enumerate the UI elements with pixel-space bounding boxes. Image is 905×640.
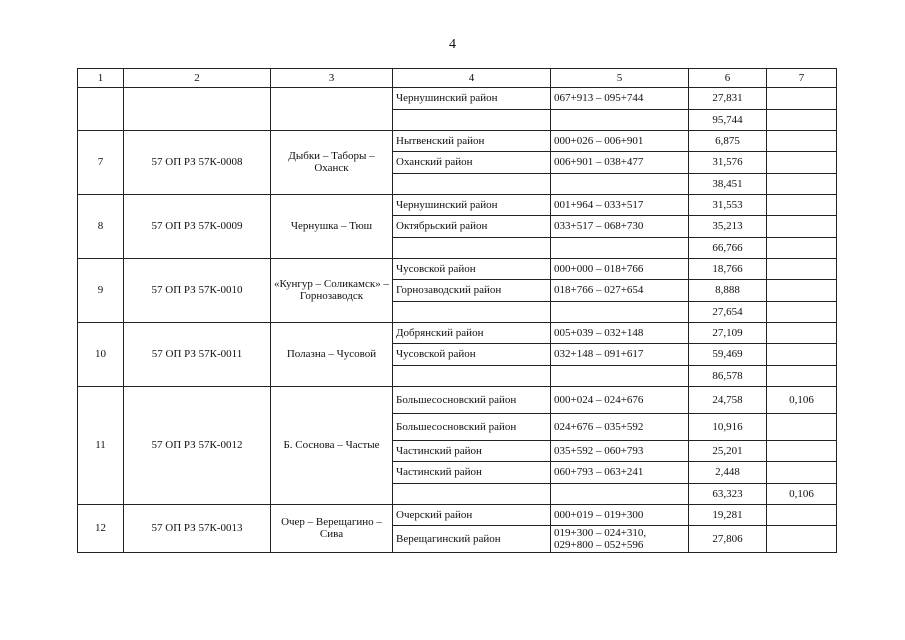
km-range-cell: 032+148 – 091+617 bbox=[551, 344, 689, 366]
road-name: Дыбки – Таборы – Оханск bbox=[271, 130, 393, 194]
km-range-cell: 005+039 – 032+148 bbox=[551, 322, 689, 344]
column-header: 4 bbox=[393, 69, 551, 88]
km-range-cell: 024+676 – 035+592 bbox=[551, 413, 689, 440]
km-range-cell bbox=[551, 301, 689, 322]
road-number: 8 bbox=[78, 194, 124, 258]
extra-cell bbox=[767, 280, 837, 302]
table-row bbox=[78, 130, 837, 152]
total-extra-cell bbox=[767, 237, 837, 258]
road-name: Полазна – Чусовой bbox=[271, 322, 393, 386]
district-cell bbox=[393, 301, 551, 322]
total-extra-cell bbox=[767, 109, 837, 130]
district-cell: Верещагинский район bbox=[393, 526, 551, 553]
km-range-cell: 035+592 – 060+793 bbox=[551, 440, 689, 462]
length-cell: 27,806 bbox=[689, 526, 767, 553]
km-range-cell: 001+964 – 033+517 bbox=[551, 194, 689, 216]
district-cell: Чернушинский район bbox=[393, 194, 551, 216]
km-range-cell bbox=[551, 173, 689, 194]
length-cell: 6,875 bbox=[689, 130, 767, 152]
road-code: 57 ОП РЗ 57К-0010 bbox=[124, 258, 271, 322]
km-range-cell bbox=[551, 237, 689, 258]
total-extra-cell bbox=[767, 301, 837, 322]
table-row bbox=[78, 322, 837, 344]
total-length-cell: 63,323 bbox=[689, 483, 767, 504]
km-range-cell: 018+766 – 027+654 bbox=[551, 280, 689, 302]
district-cell: Оханский район bbox=[393, 152, 551, 174]
length-cell: 31,553 bbox=[689, 194, 767, 216]
road-number: 11 bbox=[78, 386, 124, 504]
road-number: 10 bbox=[78, 322, 124, 386]
column-header: 7 bbox=[767, 69, 837, 88]
district-cell bbox=[393, 109, 551, 130]
extra-cell bbox=[767, 413, 837, 440]
length-cell: 24,758 bbox=[689, 386, 767, 413]
header-row bbox=[78, 69, 837, 88]
district-cell: Большесосновский район bbox=[393, 386, 551, 413]
extra-cell bbox=[767, 88, 837, 110]
km-range-cell: 060+793 – 063+241 bbox=[551, 462, 689, 484]
road-name: Очер – Верещагино – Сива bbox=[271, 504, 393, 553]
extra-cell bbox=[767, 322, 837, 344]
road-number: 9 bbox=[78, 258, 124, 322]
extra-cell bbox=[767, 216, 837, 238]
road-number: 7 bbox=[78, 130, 124, 194]
km-range-cell: 000+000 – 018+766 bbox=[551, 258, 689, 280]
road-name: Б. Соснова – Частые bbox=[271, 386, 393, 504]
road-name bbox=[271, 88, 393, 131]
total-length-cell: 95,744 bbox=[689, 109, 767, 130]
column-header: 3 bbox=[271, 69, 393, 88]
table-row bbox=[78, 386, 837, 413]
total-length-cell: 86,578 bbox=[689, 365, 767, 386]
length-cell: 10,916 bbox=[689, 413, 767, 440]
road-name: «Кунгур – Соликамск» – Горнозаводск bbox=[271, 258, 393, 322]
total-length-cell: 38,451 bbox=[689, 173, 767, 194]
road-code bbox=[124, 88, 271, 131]
extra-cell bbox=[767, 462, 837, 484]
km-range-cell: 019+300 – 024+310, 029+800 – 052+596 bbox=[551, 526, 689, 553]
district-cell: Очерский район bbox=[393, 504, 551, 526]
district-cell bbox=[393, 237, 551, 258]
length-cell: 18,766 bbox=[689, 258, 767, 280]
km-range-cell: 000+024 – 024+676 bbox=[551, 386, 689, 413]
km-range-cell: 033+517 – 068+730 bbox=[551, 216, 689, 238]
district-cell: Частинский район bbox=[393, 440, 551, 462]
length-cell: 59,469 bbox=[689, 344, 767, 366]
column-header: 5 bbox=[551, 69, 689, 88]
district-cell bbox=[393, 173, 551, 194]
district-cell bbox=[393, 483, 551, 504]
km-range-cell: 067+913 – 095+744 bbox=[551, 88, 689, 110]
district-cell: Горнозаводский район bbox=[393, 280, 551, 302]
table-row bbox=[78, 88, 837, 110]
roads-table-body bbox=[78, 69, 837, 553]
extra-cell bbox=[767, 504, 837, 526]
table-row bbox=[78, 504, 837, 526]
district-cell: Чусовской район bbox=[393, 258, 551, 280]
column-header: 6 bbox=[689, 69, 767, 88]
road-code: 57 ОП РЗ 57К-0011 bbox=[124, 322, 271, 386]
length-cell: 2,448 bbox=[689, 462, 767, 484]
length-cell: 35,213 bbox=[689, 216, 767, 238]
length-cell: 27,831 bbox=[689, 88, 767, 110]
extra-cell bbox=[767, 258, 837, 280]
extra-cell bbox=[767, 194, 837, 216]
district-cell bbox=[393, 365, 551, 386]
km-range-cell: 006+901 – 038+477 bbox=[551, 152, 689, 174]
extra-cell bbox=[767, 440, 837, 462]
district-cell: Чусовской район bbox=[393, 344, 551, 366]
length-cell: 8,888 bbox=[689, 280, 767, 302]
district-cell: Нытвенский район bbox=[393, 130, 551, 152]
length-cell: 27,109 bbox=[689, 322, 767, 344]
extra-cell bbox=[767, 526, 837, 553]
road-number bbox=[78, 88, 124, 131]
road-number: 12 bbox=[78, 504, 124, 553]
km-range-cell bbox=[551, 109, 689, 130]
roads-table bbox=[77, 68, 837, 553]
total-length-cell: 66,766 bbox=[689, 237, 767, 258]
district-cell: Добрянский район bbox=[393, 322, 551, 344]
page-number: 4 bbox=[449, 37, 456, 52]
length-cell: 31,576 bbox=[689, 152, 767, 174]
road-code: 57 ОП РЗ 57К-0012 bbox=[124, 386, 271, 504]
extra-cell bbox=[767, 130, 837, 152]
district-cell: Октябрьский район bbox=[393, 216, 551, 238]
district-cell: Большесосновский район bbox=[393, 413, 551, 440]
extra-cell bbox=[767, 344, 837, 366]
length-cell: 19,281 bbox=[689, 504, 767, 526]
km-range-cell: 000+019 – 019+300 bbox=[551, 504, 689, 526]
table-row bbox=[78, 258, 837, 280]
road-code: 57 ОП РЗ 57К-0013 bbox=[124, 504, 271, 553]
km-range-cell: 000+026 – 006+901 bbox=[551, 130, 689, 152]
road-name: Чернушка – Тюш bbox=[271, 194, 393, 258]
total-extra-cell bbox=[767, 365, 837, 386]
total-length-cell: 27,654 bbox=[689, 301, 767, 322]
column-header: 2 bbox=[124, 69, 271, 88]
district-cell: Чернушинский район bbox=[393, 88, 551, 110]
district-cell: Частинский район bbox=[393, 462, 551, 484]
road-code: 57 ОП РЗ 57К-0009 bbox=[124, 194, 271, 258]
extra-cell bbox=[767, 152, 837, 174]
road-code: 57 ОП РЗ 57К-0008 bbox=[124, 130, 271, 194]
km-range-cell bbox=[551, 365, 689, 386]
table-row bbox=[78, 194, 837, 216]
total-extra-cell: 0,106 bbox=[767, 483, 837, 504]
length-cell: 25,201 bbox=[689, 440, 767, 462]
km-range-cell bbox=[551, 483, 689, 504]
total-extra-cell bbox=[767, 173, 837, 194]
extra-cell: 0,106 bbox=[767, 386, 837, 413]
column-header: 1 bbox=[78, 69, 124, 88]
